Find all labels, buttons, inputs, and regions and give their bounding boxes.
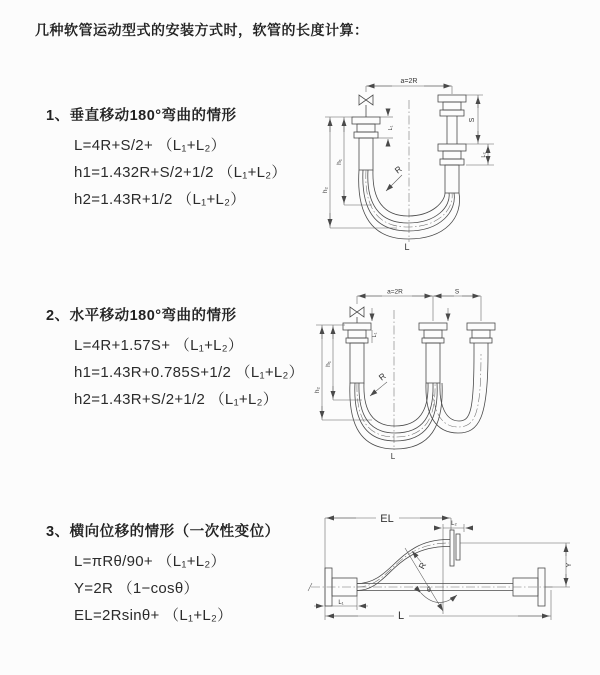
hose-u-bend-right bbox=[426, 343, 488, 433]
section-lateral-displacement bbox=[46, 520, 280, 629]
dim-label-r: R bbox=[392, 163, 404, 176]
right-fitting bbox=[438, 95, 466, 193]
dim-label-l1: L₁ bbox=[372, 332, 378, 338]
page-title: 几种软管运动型式的安装方式时，软管的长度计算： bbox=[35, 22, 369, 38]
middle-fitting bbox=[419, 323, 447, 383]
dim-label-l2: L₂ bbox=[481, 152, 487, 158]
dim-label-l2: L₂ bbox=[451, 521, 457, 527]
dim-a2r bbox=[366, 78, 452, 94]
section-3-formulas bbox=[74, 548, 280, 629]
dim-y bbox=[460, 543, 573, 587]
section-vertical-movement bbox=[46, 104, 287, 213]
dim-label-theta: θ bbox=[427, 587, 431, 594]
formula-line: L=4R+1.57S+ （L₁+L₂） bbox=[74, 337, 244, 354]
dim-label-l1: L₁ bbox=[388, 125, 394, 131]
dim-s bbox=[466, 95, 494, 144]
dim-theta bbox=[405, 548, 457, 611]
section-1-heading: 1、垂直移动180°弯曲的情形 bbox=[46, 108, 237, 124]
section-2-heading: 2、水平移动180°弯曲的情形 bbox=[46, 308, 237, 324]
dim-r bbox=[412, 551, 428, 571]
dim-l1 bbox=[314, 596, 368, 610]
diagram-horizontal-180-bend bbox=[312, 282, 600, 472]
dim-r bbox=[386, 164, 404, 191]
section-1-formulas bbox=[74, 132, 287, 213]
valve-icon bbox=[350, 307, 364, 317]
hose-straight bbox=[308, 583, 554, 591]
dim-label-l: L bbox=[397, 610, 405, 622]
left-fitting bbox=[343, 323, 371, 383]
dim-label-l: L bbox=[390, 452, 396, 461]
dim-label-r: R bbox=[416, 560, 429, 571]
right-fitting bbox=[467, 323, 495, 343]
section-horizontal-movement bbox=[46, 304, 304, 413]
formula-line: h2=1.43R+S/2+1/2 （L₁+L₂） bbox=[74, 391, 279, 408]
dim-label-l1: L₁ bbox=[338, 600, 344, 606]
dim-h2 bbox=[314, 325, 372, 420]
formula-line: h1=1.432R+S/2+1/2 （L₁+L₂） bbox=[74, 164, 287, 181]
dim-label-y: Y bbox=[566, 562, 573, 568]
dim-h1 bbox=[325, 117, 372, 205]
upper-flange bbox=[450, 530, 460, 566]
diagram-lateral-displacement bbox=[298, 498, 598, 648]
formula-line: L=πRθ/90+ （L₁+L₂） bbox=[74, 553, 226, 570]
dim-label-h1: h₁ bbox=[325, 361, 332, 367]
dim-a2r bbox=[357, 289, 481, 322]
dim-label-s: S bbox=[454, 288, 460, 296]
hose-u-bend-left bbox=[350, 383, 442, 449]
dim-label-l: L bbox=[404, 242, 410, 252]
dim-label-s: S bbox=[469, 117, 476, 123]
section-2-formulas bbox=[74, 332, 304, 413]
dim-label-a2r: a=2R bbox=[387, 288, 403, 296]
valve-icon bbox=[359, 95, 373, 105]
dim-h2 bbox=[322, 117, 397, 228]
formula-line: EL=2Rsinθ+ （L₁+L₂） bbox=[74, 607, 233, 624]
formula-line: L=4R+S/2+ （L₁+L₂） bbox=[74, 137, 226, 154]
diagram-vertical-180-bend bbox=[312, 70, 600, 270]
dim-l2 bbox=[434, 521, 473, 614]
section-3-heading: 3、横向位移的情形（一次性变位） bbox=[46, 524, 280, 540]
formula-line: h1=1.43R+0.785S+1/2 （L₁+L₂） bbox=[74, 364, 304, 381]
dim-label-h2: h₂ bbox=[314, 386, 321, 394]
dim-l2 bbox=[466, 144, 494, 165]
dim-r bbox=[370, 371, 388, 396]
dim-label-h1: h₁ bbox=[336, 159, 343, 165]
left-fitting bbox=[352, 117, 380, 170]
hose-s-curve bbox=[357, 540, 450, 591]
dim-label-a2r: a=2R bbox=[400, 78, 418, 85]
formula-line: Y=2R （1−cosθ） bbox=[74, 580, 199, 597]
dim-label-r: R bbox=[376, 370, 388, 383]
dim-label-el: EL bbox=[380, 513, 394, 525]
dim-el bbox=[325, 511, 451, 620]
formula-line: h2=1.43R+1/2 （L₁+L₂） bbox=[74, 191, 246, 208]
dim-l1 bbox=[378, 110, 394, 145]
dim-label-h2: h₂ bbox=[322, 186, 329, 194]
